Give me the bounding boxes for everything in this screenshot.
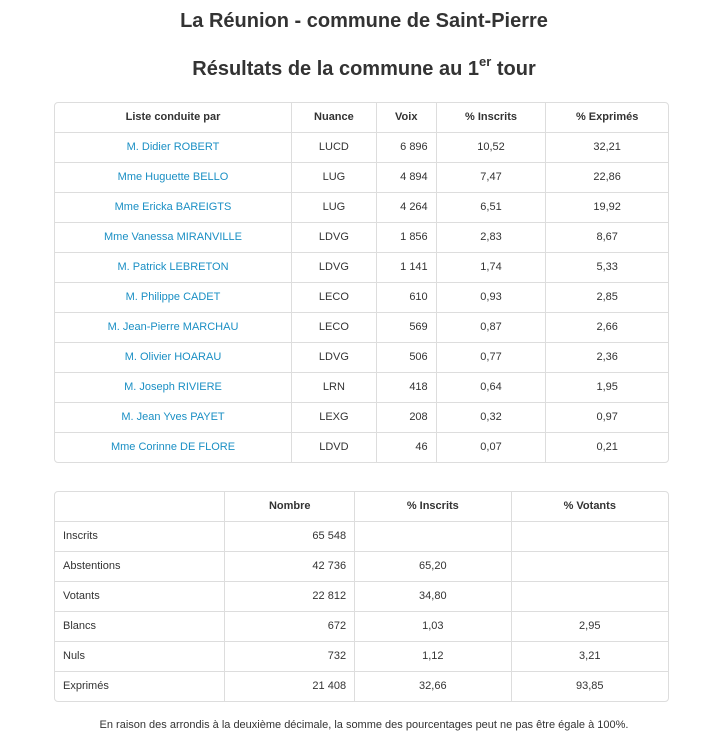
pct-inscrits-cell: 0,93	[436, 282, 546, 312]
pct-inscrits-cell: 34,80	[354, 581, 510, 611]
pct-inscrits-cell: 0,87	[436, 312, 546, 342]
candidate-row	[55, 372, 668, 402]
pct-exprimes-cell: 32,21	[545, 132, 668, 162]
candidate-link[interactable]: M. Olivier HOARAU	[124, 351, 222, 363]
totals-label-cell: Votants	[55, 581, 224, 611]
totals-label-cell: Nuls	[55, 641, 224, 671]
pct-inscrits-cell: 1,12	[354, 641, 510, 671]
voix-cell: 208	[376, 402, 436, 432]
nuance-cell: LECO	[291, 312, 376, 342]
totals-row	[55, 551, 668, 581]
pct-inscrits-cell: 0,77	[436, 342, 546, 372]
nuance-cell: LDVG	[291, 342, 376, 372]
pct-exprimes-cell: 5,33	[545, 252, 668, 282]
col-header-pct-exprimes: % Exprimés	[545, 103, 668, 132]
results-heading-text: Résultats de la commune au 1	[192, 58, 480, 80]
col-header-blank	[55, 492, 224, 521]
pct-inscrits-cell: 0,64	[436, 372, 546, 402]
nombre-cell: 22 812	[224, 581, 354, 611]
voix-cell: 1 141	[376, 252, 436, 282]
nombre-cell: 65 548	[224, 521, 354, 551]
totals-row	[55, 611, 668, 641]
nombre-cell: 732	[224, 641, 354, 671]
pct-exprimes-cell: 1,95	[545, 372, 668, 402]
candidate-row	[55, 312, 668, 342]
pct-votants-cell: 93,85	[511, 671, 668, 701]
list-leader-cell	[55, 222, 291, 252]
candidate-row	[55, 252, 668, 282]
candidate-row	[55, 222, 668, 252]
pct-inscrits-cell: 2,83	[436, 222, 546, 252]
nombre-cell: 672	[224, 611, 354, 641]
rounding-footnote: En raison des arrondis à la deuxième décimale, la somme des pourcentages peut ne pas être égale à 100%.	[99, 719, 629, 731]
candidate-results-table	[54, 102, 669, 463]
voix-cell: 1 856	[376, 222, 436, 252]
nuance-cell: LDVD	[291, 432, 376, 462]
col-header-nombre: Nombre	[224, 492, 354, 521]
nuance-cell: LECO	[291, 282, 376, 312]
list-leader-cell	[55, 342, 291, 372]
col-header-pct-votants: % Votants	[511, 492, 668, 521]
candidate-row	[55, 282, 668, 312]
pct-exprimes-cell: 0,21	[545, 432, 668, 462]
nuance-cell: LUG	[291, 162, 376, 192]
col-header-list-leader: Liste conduite par	[125, 111, 221, 123]
pct-inscrits-cell: 6,51	[436, 192, 546, 222]
pct-exprimes-cell: 19,92	[545, 192, 668, 222]
voix-cell: 569	[376, 312, 436, 342]
pct-votants-cell	[511, 521, 668, 551]
voix-cell: 46	[376, 432, 436, 462]
results-heading-ordinal: er	[479, 54, 492, 69]
results-heading	[0, 54, 728, 81]
pct-exprimes-cell: 8,67	[545, 222, 668, 252]
candidate-link[interactable]: M. Joseph RIVIERE	[124, 381, 222, 393]
candidate-row	[55, 162, 668, 192]
voix-cell: 610	[376, 282, 436, 312]
totals-row	[55, 641, 668, 671]
list-leader-cell	[55, 402, 291, 432]
totals-label-cell: Blancs	[55, 611, 224, 641]
candidate-row	[55, 342, 668, 372]
totals-label-cell: Abstentions	[55, 551, 224, 581]
list-leader-cell	[55, 282, 291, 312]
candidate-link[interactable]: Mme Corinne DE FLORE	[110, 441, 236, 453]
candidate-link[interactable]: M. Patrick LEBRETON	[117, 261, 229, 273]
candidate-link[interactable]: Mme Huguette BELLO	[117, 171, 229, 183]
candidate-link[interactable]: M. Jean-Pierre MARCHAU	[107, 321, 239, 333]
voix-cell: 506	[376, 342, 436, 372]
candidate-link[interactable]: Mme Vanessa MIRANVILLE	[104, 231, 242, 243]
pct-exprimes-cell: 22,86	[545, 162, 668, 192]
candidate-link[interactable]: M. Philippe CADET	[125, 291, 221, 303]
pct-inscrits-cell: 0,07	[436, 432, 546, 462]
nuance-cell: LDVG	[291, 252, 376, 282]
pct-votants-cell: 2,95	[511, 611, 668, 641]
nombre-cell: 42 736	[224, 551, 354, 581]
list-leader-cell	[55, 192, 291, 222]
totals-label-cell: Inscrits	[55, 521, 224, 551]
totals-row	[55, 581, 668, 611]
pct-votants-cell	[511, 581, 668, 611]
pct-inscrits-cell: 32,66	[354, 671, 510, 701]
candidate-row	[55, 432, 668, 462]
col-header-nuance: Nuance	[291, 103, 376, 132]
pct-inscrits-cell: 1,74	[436, 252, 546, 282]
pct-exprimes-cell: 2,85	[545, 282, 668, 312]
col-header-pct-inscrits: % Inscrits	[436, 103, 546, 132]
candidate-row	[55, 132, 668, 162]
results-header-row	[55, 103, 668, 132]
nuance-cell: LEXG	[291, 402, 376, 432]
nuance-cell: LRN	[291, 372, 376, 402]
pct-exprimes-cell: 2,36	[545, 342, 668, 372]
nuance-cell: LUCD	[291, 132, 376, 162]
candidate-link[interactable]: Mme Ericka BAREIGTS	[114, 201, 232, 213]
candidate-row	[55, 192, 668, 222]
nuance-cell: LUG	[291, 192, 376, 222]
pct-exprimes-cell: 2,66	[545, 312, 668, 342]
list-leader-cell	[55, 252, 291, 282]
list-leader-cell	[55, 132, 291, 162]
totals-row	[55, 671, 668, 701]
voix-cell: 4 894	[376, 162, 436, 192]
list-leader-cell	[55, 312, 291, 342]
voix-cell: 418	[376, 372, 436, 402]
pct-inscrits-cell	[354, 521, 510, 551]
candidate-link[interactable]: M. Didier ROBERT	[126, 141, 220, 153]
nombre-cell: 21 408	[224, 671, 354, 701]
page-title: La Réunion - commune de Saint-Pierre	[180, 10, 548, 32]
list-leader-cell	[55, 162, 291, 192]
pct-votants-cell: 3,21	[511, 641, 668, 671]
list-leader-cell	[55, 432, 291, 462]
totals-row	[55, 521, 668, 551]
pct-inscrits-cell: 7,47	[436, 162, 546, 192]
voix-cell: 6 896	[376, 132, 436, 162]
pct-votants-cell	[511, 551, 668, 581]
results-heading-end: tour	[491, 58, 536, 80]
participation-table	[54, 491, 669, 702]
voix-cell: 4 264	[376, 192, 436, 222]
col-header-voix: Voix	[376, 103, 436, 132]
nuance-cell: LDVG	[291, 222, 376, 252]
candidate-link[interactable]: M. Jean Yves PAYET	[121, 411, 225, 423]
pct-inscrits-cell: 0,32	[436, 402, 546, 432]
list-leader-cell	[55, 372, 291, 402]
pct-inscrits-cell: 10,52	[436, 132, 546, 162]
totals-header-row	[55, 492, 668, 521]
totals-label-cell: Exprimés	[55, 671, 224, 701]
candidate-row	[55, 402, 668, 432]
pct-inscrits-cell: 1,03	[354, 611, 510, 641]
col-header-pct-inscrits: % Inscrits	[354, 492, 510, 521]
pct-exprimes-cell: 0,97	[545, 402, 668, 432]
pct-inscrits-cell: 65,20	[354, 551, 510, 581]
